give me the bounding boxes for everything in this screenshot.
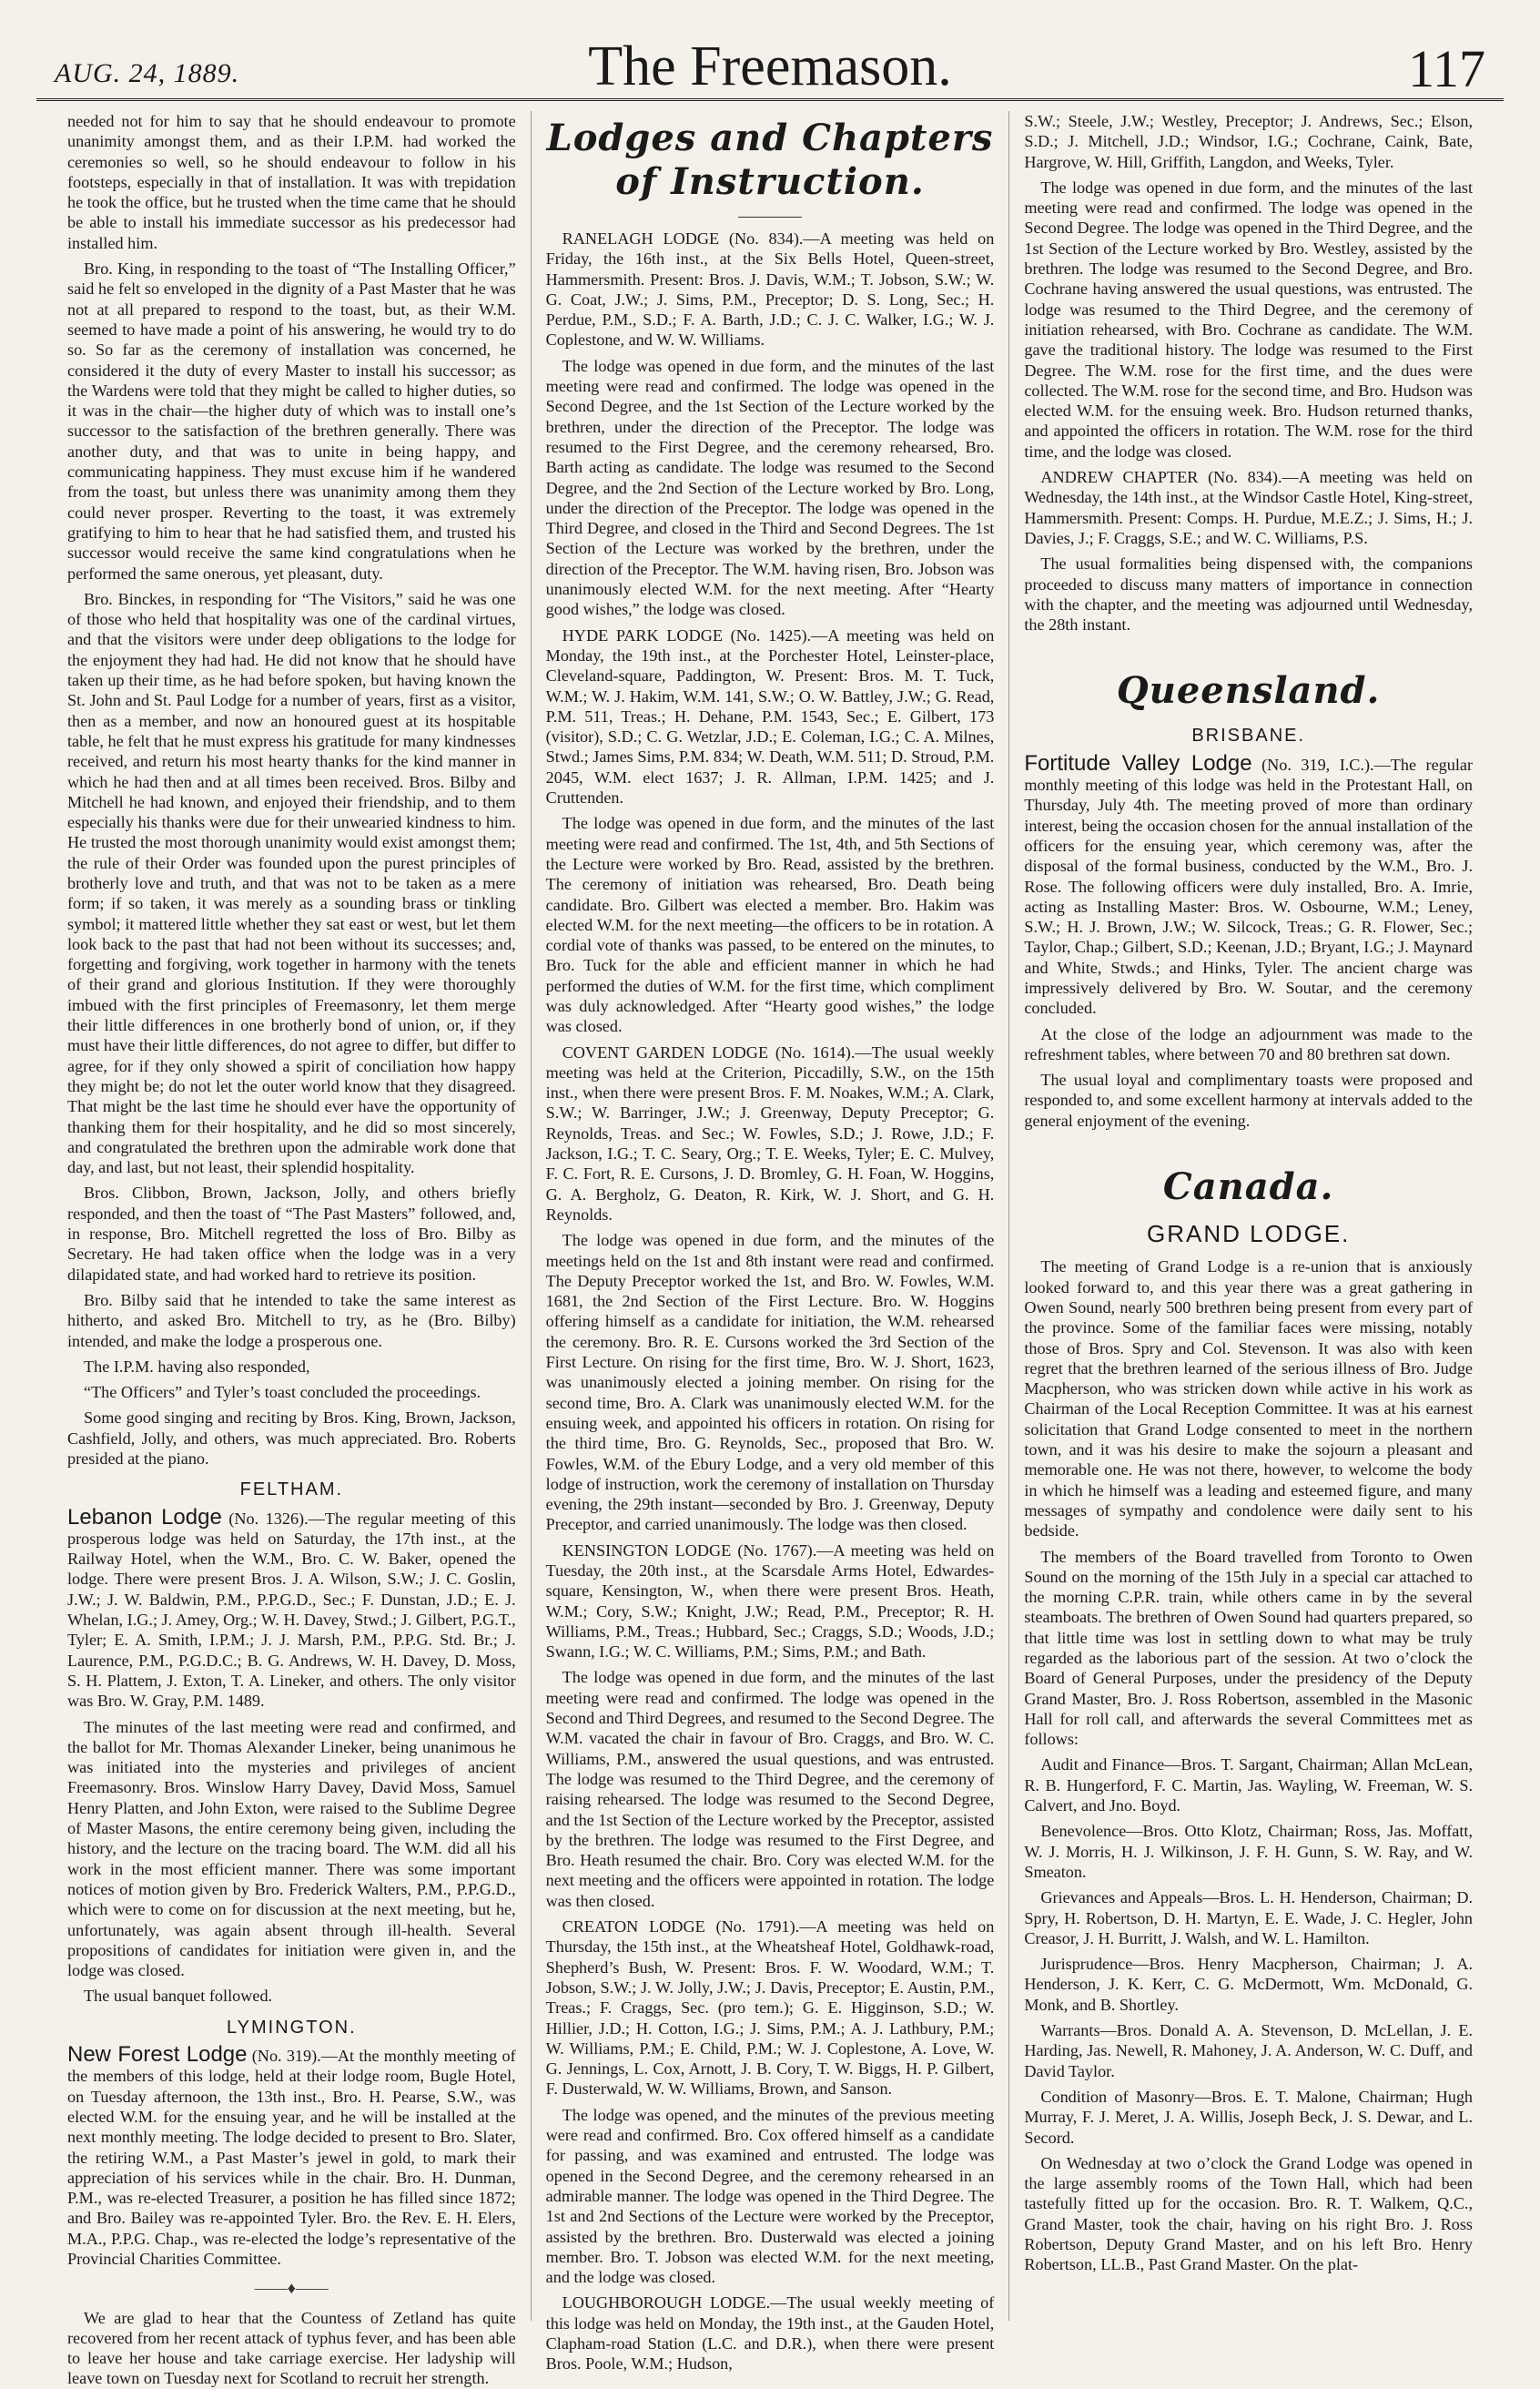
paragraph: The I.P.M. having also responded, (84, 1357, 310, 1376)
section-heading: Canada. (1162, 1165, 1334, 1209)
paragraph: LOUGHBOROUGH LODGE.—The usual weekly meeting of this lodge was held on Monday, the 19th inst., at the Gauden Hotel, Clapham-road Station (L.C. and D.R.), when there were present Bros. Poole, W.M.; Hudson, (545, 2293, 995, 2374)
place-heading: BRISBANE. (1191, 726, 1306, 747)
masthead (36, 25, 1504, 101)
paragraph: The lodge was opened in due form, and the minutes of the last meeting were read and confirmed. The lodge was opened in the Second and Third Degrees, and resumed to the Second Degree. The W.M. vacated the chair in favour of Bro. Craggs, and Bro. W. C. Williams, P.M., answered the usual questions, and was entrusted. The lodge was resumed to the Third Degree, and the ceremony of raising rehearsed. The lodge was resumed to the Second Degree, and the 1st Section of the Lecture worked by the Preceptor, assisted by the brethren. The lodge was resumed to the First Degree, and Bro. Heath resumed the chair. Bro. Cory was elected W.M. for the next meeting and the officers were appointed in rotation. The lodge was then closed. (545, 1668, 995, 1910)
paragraph: The lodge was opened in due form, and the minutes of the last meeting were read and confirmed. The lodge was opened in the Second Degree, and the 1st Section of the Lecture worked by the brethren, under the direction of the Preceptor. The lodge was resumed to the First Degree, and the ceremony rehearsed, Bro. Barth acting as candidate. The lodge was resumed to the Second Degree, and the 2nd Section of the Lecture worked by Bro. Long, under the direction of the Preceptor. The lodge was opened in the Third Degree, and closed in the Third and Second Degrees. The 1st Section of the Lecture was worked by the brethren, under the direction of the Preceptor. The W.M. having risen, Bro. Jobson was unanimously elected W.M. for the next meeting. After “Hearty good wishes,” the lodge was closed. (545, 356, 995, 619)
spacer (1024, 1136, 1473, 1160)
paragraph: The lodge was opened, and the minutes of the previous meeting were read and confirmed. Bro. Cox offered himself as a candidate for passing, and was examined and entrusted. The lodge was opened in the Second Degree, and the ceremony rehearsed in an admirable manner. The lodge was opened in the Third Degree. The 1st and 2nd Sections of the Lecture were worked by the Preceptor, assisted by the brethren. Bro. Dusterwald was elected a joining member. Bro. T. Jobson was elected W.M. for the next meeting, and the lodge was closed. (545, 2105, 995, 2287)
lodge-text: (No. 319).—At the monthly meeting of the members of this lodge, held at their lodge room, Bugle Hotel, on Tuesday afternoon, the 13th inst., Bro. H. Pearse, S.W., was elected W.M. for the ensuing year, and he will be installed at the next monthly meeting. The lodge decided to present to Bro. Slater, the retiring W.M., a Past Master’s jewel in gold, to mark their appreciation of his services while in the chair. Bro. H. Dunman, P.M., was re-elected Treasurer, a position he has filled since 1872; and Bro. Bailey was re-appointed Tyler. Bro. the Rev. E. H. Elers, M.A., P.P.G. Chap., was re-elected the lodge’s representative of the Provincial Charities Committee. (67, 2047, 516, 2268)
paragraph: HYDE PARK LODGE (No. 1425).—A meeting was held on Monday, the 19th inst., at the Porchester Hotel, Leinster-place, Cleveland-square, Paddington, W. Present: Bros. M. T. Tuck, W.M.; W. J. Hakim, W.M. 141, S.W.; O. W. Battley, J.W.; G. Read, P.M. 511, Treas.; H. Dehane, P.M. 1543, Sec.; E. Gilbert, 173 (visitor), S.D.; C. G. Wetzlar, J.D.; E. Coleman, I.G.; C. A. Milnes, Stwd.; James Sims, P.M. 834; W. Death, W.M. 511; D. Stroud, P.M. 2045, W.M. elect 1637; J. R. Allman, I.P.M. 1425; and J. Cruttenden. (545, 625, 995, 808)
place-heading: LYMINGTON. (227, 2017, 357, 2038)
heading-rule (738, 217, 802, 218)
paragraph: At the close of the lodge an adjournment was made to the refreshment tables, where between 70 and 80 brethren sat down. (1024, 1024, 1474, 1063)
lodge-name: New Forest Lodge (67, 2042, 248, 2068)
place-heading: FELTHAM. (239, 1479, 344, 1500)
paragraph: The lodge was opened in due form, and the minutes of the last meeting were read and confirmed. The lodge was opened in the Second Degree. The lodge was opened in the Third Degree, and the 1st Section of the Lecture worked by Bro. Westley, assisted by the brethren. The lodge was resumed to the Second Degree, and Bro. Cochrane having answered the usual questions, was entrusted. The lodge was resumed to the Third Degree, and the ceremony of initiation rehearsed, with Bro. Cochrane as candidate. The W.M. gave the traditional history. The lodge was resumed to the First Degree. The W.M. rose for the first time, and the dues were collected. The W.M. rose for the second time, and Bro. Hudson was elected W.M. for the ensuing week. Bro. Hudson returned thanks, and appointed the officers in rotation. The W.M. rose for the third time, and the lodge was closed. (1024, 178, 1474, 461)
paragraph: Some good singing and reciting by Bros. King, Brown, Jackson, Cashfield, Jolly, and others, was much appreciated. Bro. Roberts presided at the piano. (67, 1408, 516, 1468)
paragraph: Grievances and Appeals—Bros. L. H. Henderson, Chairman; D. Spry, H. Robertson, D. H. Martyn, E. E. Wade, J. C. Hegler, John Creasor, J. H. Burritt, J. Walsh, and W. L. Hamilton. (1024, 1888, 1474, 1947)
paragraph: Benevolence—Bros. Otto Klotz, Chairman; Ross, Jas. Moffatt, W. J. Morris, H. J. Wilkinson, J. F. H. Gunn, S. W. Ray, and W. Smeaton. (1024, 1822, 1474, 1881)
paragraph: The members of the Board travelled from Toronto to Owen Sound on the morning of the 15th July in a special car attached to the morning C.P.R. train, while others came in by the several steamboats. The brethren of Owen Sound had quarters prepared, so that little time was lost in settling down to what may be truly regarded as the laborious part of the session. At two o’clock the Board of General Purposes, under the presidency of the Deputy Grand Master, Bro. J. Ross Robertson, assembled in the Masonic Hall for roll call, and afterwards the several Committees met as follows: (1024, 1547, 1474, 1749)
paragraph: Warrants—Bros. Donald A. A. Stevenson, D. McLellan, J. E. Harding, Jas. Newell, R. Mahoney, J. A. Anderson, W. C. Duff, and David Taylor. (1024, 2021, 1474, 2080)
paragraph: On Wednesday at two o’clock the Grand Lodge was opened in the large assembly rooms of the Town Hall, which had been tastefully fitted up for the occasion. Bro. R. T. Walkem, Q.C., Grand Master, took the chair, having on his right Bro. J. Ross Robertson, Deputy Grand Master, and on his left Bro. Henry Robertson, LL.B., Past Grand Master. On the plat- (1024, 2153, 1474, 2274)
lodge-report (67, 1504, 516, 1712)
paragraph: The lodge was opened in due form, and the minutes of the meetings held on the 1st and 8th instant were read and confirmed. The Deputy Preceptor worked the 1st, and Bro. W. Fowles, W.M. 1681, the 2nd Section of the First Lecture. Bro. W. Hoggins offering himself as a candidate for initiation, the W.M. rehearsed the ceremony. Bro. R. E. Cursons worked the 3rd Section of the First Lecture. On rising for the first time, Bro. W. J. Short, 1623, was unanimously elected a joining member. On rising for the second time, Bro. A. Clark was unanimously elected W.M. for the ensuing week, and appointed his officers in rotation. On rising for the third time, Bro. G. Reynolds, Sec., proposed that Bro. W. Fowles, W.M. of the Ebury Lodge, and a very old member of this lodge of instruction, work the ceremony of installation on Thursday evening, the 29th instant—seconded by Bro. J. Greenway, Deputy Preceptor, and carried unanimously. The lodge was then closed. (545, 1231, 995, 1534)
lodge-text: (No. 319, I.C.).—The regular monthly meeting of this lodge was held in the Protestant Hall, on Thursday, July 4th. The meeting proved of more than ordinary interest, being the occasion chosen for the annual installation of the officers for the ensuing year, which ceremony was, after the disposal of the formal business, conducted by the W.M., Bro. J. Rose. The following officers were duly installed, Bro. A. Imrie, acting as Installing Master: Bros. W. Osbourne, W.M.; Leney, S.W.; H. J. Brown, J.W.; W. Silcock, Treas.; G. R. Flower, Sec.; Taylor, Chap.; Gilbert, S.D.; Keenan, J.D.; Bryant, I.G.; J. Maynard and White, Stwds.; and Hinks, Tyler. The ancient charge was impressively delivered by Bro. W. Soutar, and the ceremony concluded. (1024, 755, 1474, 1018)
paragraph: COVENT GARDEN LODGE (No. 1614).—The usual weekly meeting was held at the Criterion, Piccadilly, S.W., on the 15th inst., when there were present Bros. F. M. Noakes, W.M.; A. Clark, S.W.; W. Barringer, J.W.; J. Greenway, Deputy Preceptor; G. Reynolds, Treas. and Sec.; W. Fowles, S.D.; J. Rowe, J.D.; F. Jackson, I.G.; T. C. Seary, Org.; T. E. Weeks, Tyler; E. C. Mulvey, F. C. Fort, R. E. Cursons, J. D. Bromley, G. H. Foan, W. Hoggins, G. A. Bergholz, G. Deaton, R. Kirk, W. J. Short, and G. H. Reynolds. (545, 1042, 995, 1224)
paragraph: The lodge was opened in due form, and the minutes of the last meeting were read and confirmed. The 1st, 4th, and 5th Sections of the Lecture were worked by Bro. Read, assisted by the brethren. The ceremony of initiation was rehearsed, Bro. Death being candidate. Bro. Gilbert was elected a member. Bro. Hakim was elected W.M. for the next meeting—the officers to be in rotation. A cordial vote of thanks was passed, to be entered on the minutes, to Bro. Tuck for the able and efficient manner in which he had performed the duties of W.M. for the first time, which compliment was duly acknowledged. After “Hearty good wishes,” the lodge was closed. (545, 814, 995, 1036)
article-columns (53, 111, 1487, 2388)
paragraph: CREATON LODGE (No. 1791).—A meeting was held on Thursday, the 15th inst., at the Wheatsheaf Hotel, Goldhawk-road, Shepherd’s Bush, W. Present: Bros. F. W. Woodard, W.M.; T. Jobson, S.W.; J. W. Jolly, J.W.; J. Davis, Preceptor; E. Austin, P.M., Treas.; F. Craggs, Sec. (pro tem.); G. E. Higginson, S.D.; W. Hillier, J.D.; H. Cotton, I.G.; J. Sims, P.M.; A. J. Lathbury, P.M.; W. Williams, P.M.; E. Child, P.M.; W. J. Coplestone, A. Love, W. G. Jennings, L. Cox, Arnott, J. B. Cory, T. W. Biggs, H. P. Gilbert, F. Dusterwald, W. W. Williams, Brown, and Sanson. (545, 1917, 995, 2099)
column-3 (1008, 111, 1487, 2321)
newspaper-title: The Freemason. (588, 36, 952, 97)
paragraph: The meeting of Grand Lodge is a re-union that is anxiously looked forward to, and this year there was a great gathering in Owen Sound, nearly 500 brethren being present from every part of the province. Some of the familiar faces were missing, notably those of Bros. Spry and Col. Stevenson. It was also with keen regret that the brethren learned of the serious illness of Bro. Judge Macpherson, who was stricken down while active in his work as Chairman of the Local Reception Committee. It was at his earnest solicitation that Grand Lodge consented to meet in the northern town, and it was his desire to make the sojourn a pleasant and memorable one. He was not there, however, to welcome the body in which he himself was a leading and esteemed figure, and many messages of sympathy and condolence were daily sent to his bedside. (1024, 1257, 1474, 1540)
lodge-name: Fortitude Valley Lodge (1024, 750, 1252, 776)
paragraph: We are glad to hear that the Countess of Zetland has quite recovered from her recent attack of typhus fever, and has been able to leave her house and take carriage exercise. Her ladyship will leave town on Tuesday next for Scotland to recruit her strength. (67, 2308, 516, 2388)
paragraph: KENSINGTON LODGE (No. 1767).—A meeting was held on Tuesday, the 20th inst., at the Scarsdale Arms Hotel, Edwardes-square, Kensington, W., when there were present Bros. Heath, W.M.; Cory, S.W.; Knight, J.W.; Read, P.M., Preceptor; R. H. Williams, P.M., Treas.; Hubbard, Sec.; Craggs, S.D.; Woods, J.D.; Swann, I.G.; W. C. Williams, P.M.; Sims, P.M.; and Bath. (545, 1540, 995, 1662)
lodge-report (1024, 750, 1474, 1019)
section-heading: Queensland. (1116, 669, 1381, 713)
lodge-text: (No. 1326).—The regular meeting of this prosperous lodge was held on Saturday, the 17th inst., at the Railway Hotel, when the W.M., Bro. C. W. Baker, opened the lodge. There were present Bros. J. A. Wilson, S.W.; J. C. Goslin, J.W.; J. W. Baldwin, P.M., P.P.G.D., Sec.; F. Dunstan, J.D.; E. J. Whelan, I.G.; J. Amey, Org.; W. H. Davey, Stwd.; J. Gilbert, P.G.T., Tyler; E. A. Smith, I.P.M.; J. J. Marsh, P.M., P.P.G. Std. Br.; J. Laurence, P.M., P.G.D.C.; B. G. Andrews, W. H. Davey, D. Moss, S. H. Plattem, J. Exton, T. A. Lineker, and others. The only visitor was Bro. W. Gray, P.M. 1489. (67, 1509, 516, 1711)
lodge-report (67, 2042, 516, 2269)
paragraph: The usual loyal and complimentary toasts were proposed and responded to, and some excellent harmony at intervals added to the general enjoyment of the evening. (1024, 1071, 1474, 1130)
paragraph: “The Officers” and Tyler’s toast concluded the proceedings. (84, 1383, 481, 1402)
paragraph: The usual banquet followed. (84, 1987, 273, 2006)
paragraph: The minutes of the last meeting were read and confirmed, and the ballot for Mr. Thomas Alexander Lineker, being unanimous he was initiated into the mysteries and privileges of ancient Freemasonry. Bros. Winslow Harry Davey, David Moss, Samuel Henry Platten, and John Exton, were raised to the Sublime Degree of Master Masons, the entire ceremony being given, including the history, and the lecture on the tracing board. The W.M. did all his work in the most efficient manner. There was some important notices of motion given by Bro. Frederick Walters, P.M., P.P.G.D., which were to come on for discussion at the next meeting, but he, unfortunately, was again absent through ill-health. Several propositions of candidates for initiation were given in, and the lodge was closed. (67, 1717, 516, 1980)
section-heading: Lodges and Chapters of Instruction. (546, 117, 994, 203)
paragraph: Bro. Binckes, in responding for “The Visitors,” said he was one of those who held that hospitality was one of the cardinal virtues, and that the visitors were under deep obligations to the lodge for the enjoyment they had had. He did not know that he should have taken up their time, as he had before spoken, but having known the St. John and St. Paul Lodge for a number of years, first as a visitor, then as a member, and now an honoured guest at its hospitable table, he felt that he must express his gratitude for many kindnesses received, and return his most hearty thanks for the kind manner in which he had then and at all times been received. Bros. Bilby and Mitchell he had known, and enjoyed their friendship, and to them especially his thanks were due for their unwearied kindness to him. He trusted the most thorough unanimity would exist amongst them; the rule of their Order was founded upon the purest principles of brotherly love and truth, and that was not to be taken as a mere form; if so taken, it was merely as a sounding brass or tinkling symbol; it mattered little whether they sat east or west, but let them look back to the past that had not been without its successes; and, forgetting and forgiving, work together in harmony with the tenets of their grand and glorious Institution. If they were thoroughly imbued with the first principles of Freemasonry, let them merge their little differences in one brotherly bond of union, or, if they must have their little differences, do not agree to differ, but differ to agree, for if they only showed a spirit of conciliation how happy they might be; do not let the outer world know that they disagreed. That might be the last time he should ever have the opportunity of thanking them for their hospitality, and he did so most sincerely, and congratulated the brethren upon the admirable work done that day, and last, but not least, their splendid hospitality. (67, 589, 516, 1177)
paragraph: S.W.; Steele, J.W.; Westley, Preceptor; J. Andrews, Sec.; Elson, S.D.; J. Mitchell, J.D.; Windsor, I.G.; Cochrane, Caink, Bate, Hargrove, W. Hill, Griffith, Langdon, and Weeks, Tyler. (1024, 112, 1474, 171)
paragraph: Bro. Bilby said that he intended to take the same interest as hitherto, and asked Bro. Mitchell to try, as he (Bro. Bilby) intended, and make the lodge a prosperous one. (67, 1290, 516, 1350)
paragraph: The usual formalities being dispensed with, the companions proceeded to discuss many matters of importance in connection with the chapter, and the meeting was adjourned until Wednesday, the 28th instant. (1024, 554, 1474, 635)
ornament-divider: ——♦—— (254, 2279, 329, 2298)
paragraph: Bros. Clibbon, Brown, Jackson, Jolly, and others briefly responded, and then the toast of “The Past Masters” followed, and, in response, Bro. Mitchell regretted the loss of Bro. Bilby as Secretary. He had taken office when the lodge was in a very dilapidated state, and had worked hard to retrieve its position. (67, 1184, 516, 1284)
paragraph: Audit and Finance—Bros. T. Sargant, Chairman; Allan McLean, R. B. Hungerford, F. C. Martin, Jas. Wayling, W. Freeman, W. S. Calvert, and Jno. Boyd. (1024, 1755, 1474, 1815)
subheading: GRAND LODGE. (1146, 1220, 1351, 1248)
paragraph: Jurisprudence—Bros. Henry Macpherson, Chairman; J. A. Henderson, J. K. Kerr, C. G. McDermott, Wm. McDonald, G. Monk, and B. Shortley. (1024, 1955, 1474, 2014)
spacer (1024, 640, 1473, 664)
column-1 (53, 111, 531, 2388)
column-2 (531, 111, 1009, 2374)
paragraph: Bro. King, in responding to the toast of “The Installing Officer,” said he felt so enveloped in the dignity of a Past Master that he was not at all prepared to respond to the toast, but, as their W.M. seemed to have made a point of his answering, he would try to do so. So far as the ceremony of installation was concerned, he considered it the duty of every Master to install his successor; as the Wardens were told that they might be called to higher duties, so it was in the chair—the higher duty of which was to install one’s successor to the satisfaction of the brethren generally. There was another duty, and that was to unite in being happy, and communicating happiness. They must excuse him if he wandered from the toast, but unless there was unanimity among them they could never prosper. Reverting to the toast, it was extremely gratifying to him to hear that he had satisfied them, and trusted his successor would receive the same kind congratulations when he performed the same onerous, yet pleasant, duty. (67, 259, 516, 583)
paragraph: needed not for him to say that he should endeavour to promote unanimity amongst them, and as their I.P.M. had worked the ceremonies so well, so he should endeavour to follow in his footsteps, especially in that of installation. It was with trepidation he took the office, but he trusted when the time came that he should be able to install his immediate successor as his predecessor had installed him. (67, 112, 516, 252)
issue-date: AUG. 24, 1889. (55, 58, 240, 88)
paragraph: Condition of Masonry—Bros. E. T. Malone, Chairman; Hugh Murray, F. J. Meret, J. A. Willis, Joseph Beck, J. S. Dewar, and L. Secord. (1024, 2087, 1474, 2147)
paragraph: RANELAGH LODGE (No. 834).—A meeting was held on Friday, the 16th inst., at the Six Bells Hotel, Queen-street, Hammersmith. Present: Bros. J. Davis, W.M.; T. Jobson, S.W.; W. G. Coat, J.W.; J. Sims, P.M., Preceptor; D. S. Long, Sec.; H. Perdue, P.M., S.D.; F. A. Barth, J.D.; C. J. C. Walker, I.G.; W. J. Coplestone, and W. W. Williams. (545, 229, 995, 350)
page-number: 117 (1408, 39, 1485, 98)
lodge-name: Lebanon Lodge (67, 1504, 222, 1530)
paragraph: ANDREW CHAPTER (No. 834).—A meeting was held on Wednesday, the 14th inst., at the Windsor Castle Hotel, King-street, Hammersmith. Present: Comps. H. Purdue, M.E.Z.; J. Sims, H.; J. Davies, J.; F. Craggs, S.E.; and W. C. Williams, P.S. (1024, 468, 1474, 547)
